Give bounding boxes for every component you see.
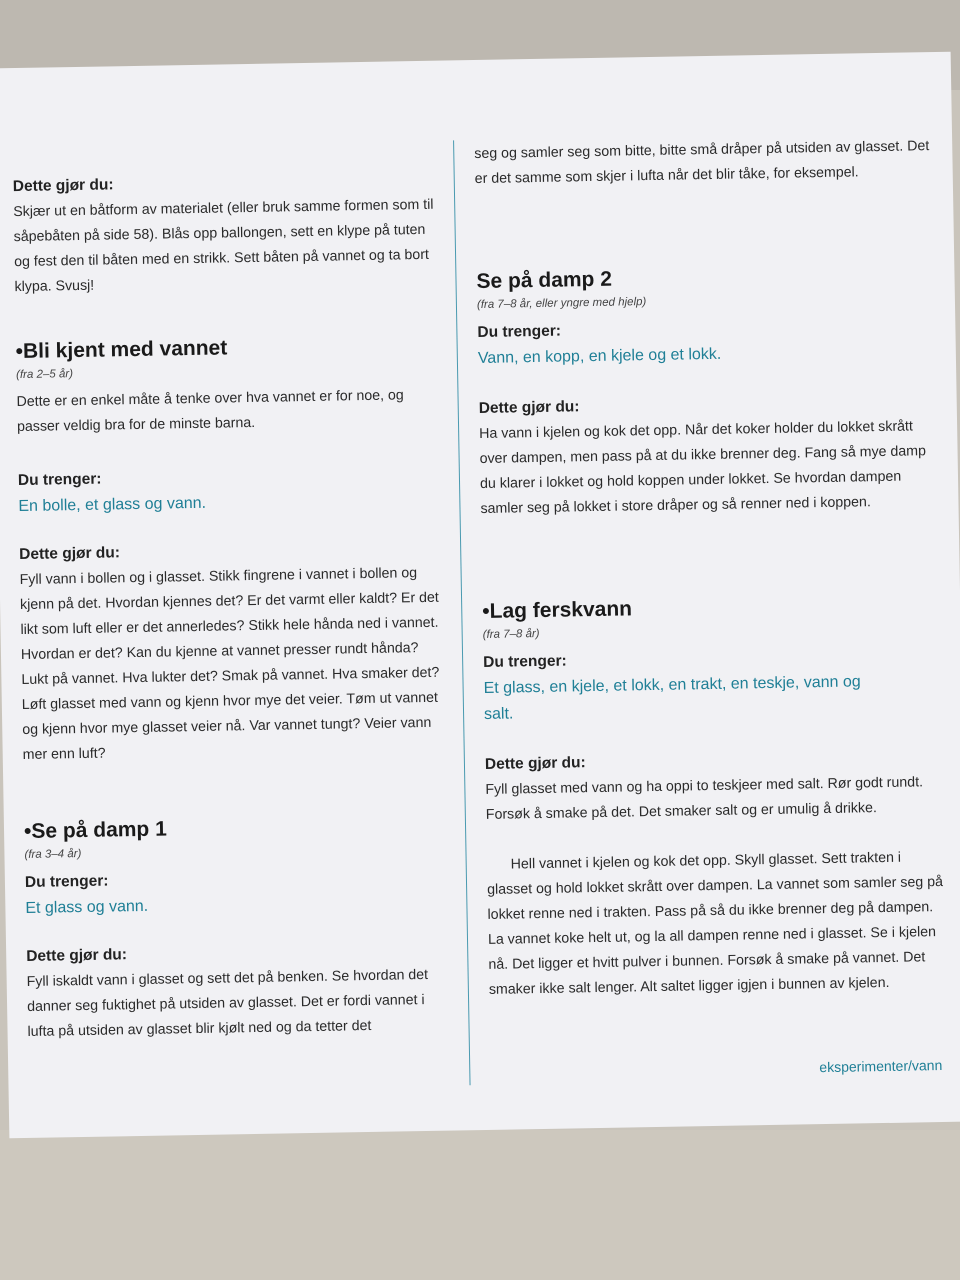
do-text: Fyll iskaldt vann i glasset og sett det på benken. Se hvordan det danner seg fuktighet på utsiden av glasset. Det er fordi vannet i lufta på utsiden av glasset blir kjølt ned og da tetter det <box>26 966 429 1040</box>
need-label: Du trenger: <box>17 470 102 490</box>
footer-label: eksperimenter/vann <box>819 1057 943 1076</box>
need-text: En bolle, et glass og vann. <box>18 494 207 516</box>
do-label: Dette gjør du: <box>19 544 121 564</box>
need-text: Vann, en kopp, en kjele og et lokk. <box>477 345 722 367</box>
continued-text: seg og samler seg som bitte, bitte små dråper på utsiden av glasset. Det er det samme som skjer i lufta når det blir tåke, for eksempel. <box>474 138 930 188</box>
need-text: Et glass og vann. <box>25 897 149 917</box>
section-title-bli-kjent: •Bli kjent med vannet <box>15 336 228 364</box>
section-age: (fra 3–4 år) <box>24 847 82 861</box>
intro-label: Dette gjør du: <box>12 176 114 196</box>
need-label: Du trenger: <box>477 322 562 342</box>
do-text: Ha vann i kjelen og kok det opp. Når det koker holder du lokket skrått over dampen, men pass på at du ikke brenner deg. Fang så mye damp du klarer i lokket og hold koppen under lokket. Se hvordan dampen samler seg på lokket i store dråper og så renner ned i koppen. <box>479 418 927 517</box>
intro-text: Skjær ut en båtform av materialet (eller bruk samme formen som til såpebåten på side 58). Blås opp ballongen, sett en klype på tuten og fest den til båten med en strikk. Sett båten på vannet og ta bort klypa. Svusj! <box>13 196 434 296</box>
section-title-ferskvann: •Lag ferskvann <box>482 597 633 623</box>
section-title-damp-1: •Se på damp 1 <box>23 817 167 843</box>
section-age: (fra 7–8 år, eller yngre med hjelp) <box>476 296 647 312</box>
do-text-p2: Hell vannet i kjelen og kok det opp. Skyll glasset. Sett trakten i glasset og hold lokket skrått over dampen. La vannet som samler seg på lokket renne ned i trakten. Pass på så du ikke brenner deg på dampen. La vannet koke helt ut, og la all dampen renne ned i glasset. Se i kjelen nå. Det ligger et hvitt pulver i bunnen. Forsøk å smake på vannet. Det smaker ikke salt lenger. Alt saltet ligger igjen i bunnen av kjelen. <box>487 849 944 998</box>
background-bottom <box>0 1130 960 1280</box>
need-text: Et glass, en kjele, et lokk, en trakt, en teskje, vann og salt. <box>483 673 861 723</box>
section-title-damp-2: Se på damp 2 <box>476 267 613 294</box>
do-label: Dette gjør du: <box>26 946 128 965</box>
do-text-p1: Fyll glasset med vann og ha oppi to teskjeer med salt. Rør godt rundt. Forsøk å smake på det. Det smaker salt og er umulig å drikke. <box>485 774 924 823</box>
do-label: Dette gjør du: <box>478 398 580 417</box>
do-label: Dette gjør du: <box>484 754 586 773</box>
section-age: (fra 2–5 år) <box>15 368 74 382</box>
column-divider <box>453 140 470 1085</box>
section-age: (fra 7–8 år) <box>482 627 540 641</box>
book-page <box>0 52 960 1139</box>
do-text: Fyll vann i bollen og i glasset. Stikk fingrene i vannet i bollen og kjenn på det. Hvordan kjennes det? Er det varmt eller kaldt? Er det likt som luft eller er det annerledes? Stikk hele hånda ned i vannet. Hvordan er det? Kan du kjenne at vannet presser rundt hånda? Lukt på vannet. Hva lukter det? Smak på vannet. Hva smaker det? Løft glasset med vann og kjenn hvor mye det veier. Tøm ut vannet og kjenn hvor mye glasset veier nå. Var vannet tungt? Veier vann mer enn luft? <box>19 565 440 764</box>
section-description: Dette er en enkel måte å tenke over hva vannet er for noe, og passer veldig bra for de minste barna. <box>16 387 404 436</box>
need-label: Du trenger: <box>483 652 567 671</box>
need-label: Du trenger: <box>24 872 109 891</box>
